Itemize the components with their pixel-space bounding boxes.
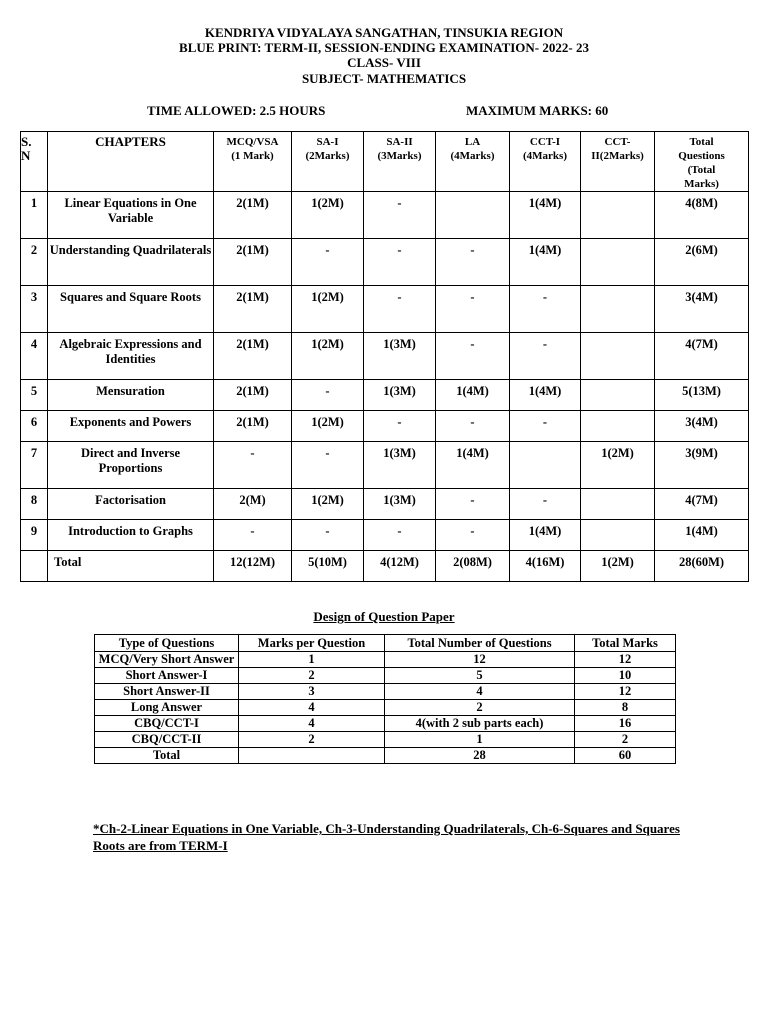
- blueprint-cell: -: [364, 239, 436, 286]
- design-cell: 60: [575, 748, 676, 764]
- blueprint-cell: -: [436, 239, 510, 286]
- blueprint-cell: -: [436, 489, 510, 520]
- design-row: [95, 652, 676, 668]
- blueprint-cell: 4(12M): [364, 551, 436, 582]
- blueprint-cell: 2(1M): [214, 333, 292, 380]
- design-cell: 3: [239, 684, 385, 700]
- design-row: [95, 748, 676, 764]
- blueprint-cell: 7: [21, 442, 48, 489]
- blueprint-cell: 9: [21, 520, 48, 551]
- blueprint-header-cell: SA-II (3Marks): [364, 132, 436, 192]
- blueprint-cell: -: [364, 411, 436, 442]
- blueprint-cell: 1(2M): [292, 333, 364, 380]
- design-cell: 4: [239, 716, 385, 732]
- blueprint-cell: -: [436, 411, 510, 442]
- blueprint-cell: 6: [21, 411, 48, 442]
- design-cell: 2: [575, 732, 676, 748]
- design-cell: 2: [385, 700, 575, 716]
- chapter-name: Squares and Square Roots: [48, 286, 214, 333]
- design-cell: 12: [385, 652, 575, 668]
- blueprint-cell: 2(1M): [214, 286, 292, 333]
- footnote: *Ch-2-Linear Equations in One Variable, Ch-3-Understanding Quadrilaterals, Ch-6-Squares and Squares Roots are from TERM-I: [93, 821, 680, 853]
- blueprint-header-cell: CCT- II(2Marks): [581, 132, 655, 192]
- blueprint-cell: -: [364, 520, 436, 551]
- blueprint-cell: 3: [21, 286, 48, 333]
- blueprint-cell: [510, 442, 581, 489]
- blueprint-cell: 1(2M): [292, 489, 364, 520]
- subject-title: SUBJECT- MATHEMATICS: [301, 71, 467, 86]
- blueprint-header-cell: LA (4Marks): [436, 132, 510, 192]
- blueprint-header-cell: S. N: [21, 132, 48, 192]
- blueprint-cell: 5(13M): [655, 380, 749, 411]
- blueprint-cell: 1(2M): [292, 411, 364, 442]
- blueprint-header-cell: Total Questions (Total Marks): [655, 132, 749, 192]
- blueprint-title: BLUE PRINT: TERM-II, SESSION-ENDING EXAMINATION- 2022- 23: [179, 40, 589, 55]
- blueprint-cell: [581, 239, 655, 286]
- blueprint-cell: 2(1M): [214, 411, 292, 442]
- blueprint-cell: [581, 520, 655, 551]
- blueprint-cell: 28(60M): [655, 551, 749, 582]
- blueprint-cell: 1(2M): [581, 551, 655, 582]
- blueprint-cell: 1(3M): [364, 333, 436, 380]
- chapter-name: Linear Equations in One Variable: [48, 192, 214, 239]
- class-title: CLASS- VIII: [347, 55, 421, 70]
- region-title: KENDRIYA VIDYALAYA SANGATHAN, TINSUKIA REGION: [204, 25, 564, 40]
- design-row: [95, 668, 676, 684]
- design-cell: [239, 748, 385, 764]
- chapter-name: Introduction to Graphs: [48, 520, 214, 551]
- blueprint-cell: 1: [21, 192, 48, 239]
- blueprint-cell: 1(4M): [510, 520, 581, 551]
- blueprint-cell: -: [510, 411, 581, 442]
- blueprint-row: [21, 333, 749, 380]
- design-cell: 12: [575, 652, 676, 668]
- blueprint-header-cell: CHAPTERS: [48, 132, 214, 192]
- blueprint-cell: 12(12M): [214, 551, 292, 582]
- design-cell: 1: [385, 732, 575, 748]
- design-cell: 2: [239, 668, 385, 684]
- blueprint-cell: 1(2M): [292, 286, 364, 333]
- blueprint-cell: 4(7M): [655, 333, 749, 380]
- blueprint-cell: 2(1M): [214, 192, 292, 239]
- blueprint-row: [21, 551, 749, 582]
- blueprint-header-cell: CCT-I (4Marks): [510, 132, 581, 192]
- chapter-name: Total: [48, 551, 214, 582]
- blueprint-cell: 2: [21, 239, 48, 286]
- blueprint-cell: 3(9M): [655, 442, 749, 489]
- blueprint-cell: 5(10M): [292, 551, 364, 582]
- design-cell: 8: [575, 700, 676, 716]
- design-cell: 5: [385, 668, 575, 684]
- design-cell: 2: [239, 732, 385, 748]
- blueprint-cell: [581, 380, 655, 411]
- blueprint-cell: 1(4M): [436, 442, 510, 489]
- design-cell: Short Answer-I: [95, 668, 239, 684]
- blueprint-cell: 4: [21, 333, 48, 380]
- blueprint-cell: [581, 489, 655, 520]
- blueprint-cell: 5: [21, 380, 48, 411]
- blueprint-cell: 1(4M): [510, 239, 581, 286]
- blueprint-cell: 2(1M): [214, 380, 292, 411]
- design-cell: 4: [239, 700, 385, 716]
- blueprint-cell: 1(4M): [510, 192, 581, 239]
- blueprint-cell: -: [214, 520, 292, 551]
- chapter-name: Mensuration: [48, 380, 214, 411]
- chapter-name: Exponents and Powers: [48, 411, 214, 442]
- design-row: [95, 732, 676, 748]
- design-cell: CBQ/CCT-II: [95, 732, 239, 748]
- design-header-cell: Type of Questions: [95, 635, 239, 652]
- design-cell: Short Answer-II: [95, 684, 239, 700]
- blueprint-cell: [21, 551, 48, 582]
- blueprint-row: [21, 239, 749, 286]
- design-header-cell: Total Number of Questions: [385, 635, 575, 652]
- blueprint-row: [21, 489, 749, 520]
- blueprint-cell: 2(M): [214, 489, 292, 520]
- design-cell: Long Answer: [95, 700, 239, 716]
- chapter-name: Algebraic Expressions and Identities: [48, 333, 214, 380]
- time-allowed: TIME ALLOWED: 2.5 HOURS: [147, 103, 326, 118]
- design-cell: Total: [95, 748, 239, 764]
- blueprint-cell: 4(8M): [655, 192, 749, 239]
- blueprint-table: [20, 131, 749, 582]
- blueprint-cell: [581, 286, 655, 333]
- blueprint-cell: -: [436, 333, 510, 380]
- design-cell: 1: [239, 652, 385, 668]
- blueprint-cell: 1(2M): [292, 192, 364, 239]
- design-header-row: [95, 635, 676, 652]
- blueprint-cell: 1(3M): [364, 380, 436, 411]
- blueprint-cell: 1(4M): [655, 520, 749, 551]
- blueprint-row: [21, 192, 749, 239]
- design-row: [95, 700, 676, 716]
- blueprint-cell: -: [292, 239, 364, 286]
- design-header-cell: Total Marks: [575, 635, 676, 652]
- blueprint-row: [21, 520, 749, 551]
- blueprint-cell: [581, 333, 655, 380]
- blueprint-header-cell: SA-I (2Marks): [292, 132, 364, 192]
- blueprint-cell: 3(4M): [655, 286, 749, 333]
- design-table: [94, 634, 676, 764]
- blueprint-row: [21, 286, 749, 333]
- blueprint-cell: -: [436, 286, 510, 333]
- blueprint-cell: -: [214, 442, 292, 489]
- blueprint-cell: 1(3M): [364, 442, 436, 489]
- design-row: [95, 716, 676, 732]
- blueprint-cell: -: [292, 520, 364, 551]
- blueprint-cell: -: [510, 333, 581, 380]
- blueprint-cell: 4(7M): [655, 489, 749, 520]
- blueprint-cell: 8: [21, 489, 48, 520]
- blueprint-cell: 1(4M): [436, 380, 510, 411]
- blueprint-cell: [581, 192, 655, 239]
- blueprint-cell: 2(1M): [214, 239, 292, 286]
- blueprint-cell: -: [364, 192, 436, 239]
- blueprint-cell: -: [510, 286, 581, 333]
- maximum-marks: MAXIMUM MARKS: 60: [466, 103, 609, 118]
- design-cell: 4: [385, 684, 575, 700]
- blueprint-cell: -: [436, 520, 510, 551]
- blueprint-cell: 2(08M): [436, 551, 510, 582]
- design-header-cell: Marks per Question: [239, 635, 385, 652]
- design-cell: 12: [575, 684, 676, 700]
- blueprint-header-cell: MCQ/VSA (1 Mark): [214, 132, 292, 192]
- design-row: [95, 684, 676, 700]
- blueprint-cell: 1(2M): [581, 442, 655, 489]
- blueprint-row: [21, 380, 749, 411]
- chapter-name: Factorisation: [48, 489, 214, 520]
- design-cell: 4(with 2 sub parts each): [385, 716, 575, 732]
- chapter-name: Direct and Inverse Proportions: [48, 442, 214, 489]
- design-title: Design of Question Paper: [313, 609, 455, 624]
- blueprint-cell: 1(3M): [364, 489, 436, 520]
- blueprint-cell: [581, 411, 655, 442]
- chapter-name: Understanding Quadrilaterals: [48, 239, 214, 286]
- design-cell: 16: [575, 716, 676, 732]
- blueprint-cell: -: [292, 380, 364, 411]
- design-cell: 28: [385, 748, 575, 764]
- blueprint-cell: -: [510, 489, 581, 520]
- blueprint-cell: -: [292, 442, 364, 489]
- blueprint-header-row: [21, 132, 749, 192]
- blueprint-cell: 1(4M): [510, 380, 581, 411]
- blueprint-row: [21, 411, 749, 442]
- blueprint-row: [21, 442, 749, 489]
- blueprint-cell: -: [364, 286, 436, 333]
- design-cell: 10: [575, 668, 676, 684]
- blueprint-cell: 4(16M): [510, 551, 581, 582]
- blueprint-cell: 3(4M): [655, 411, 749, 442]
- design-cell: MCQ/Very Short Answer: [95, 652, 239, 668]
- design-cell: CBQ/CCT-I: [95, 716, 239, 732]
- blueprint-cell: 2(6M): [655, 239, 749, 286]
- blueprint-cell: [436, 192, 510, 239]
